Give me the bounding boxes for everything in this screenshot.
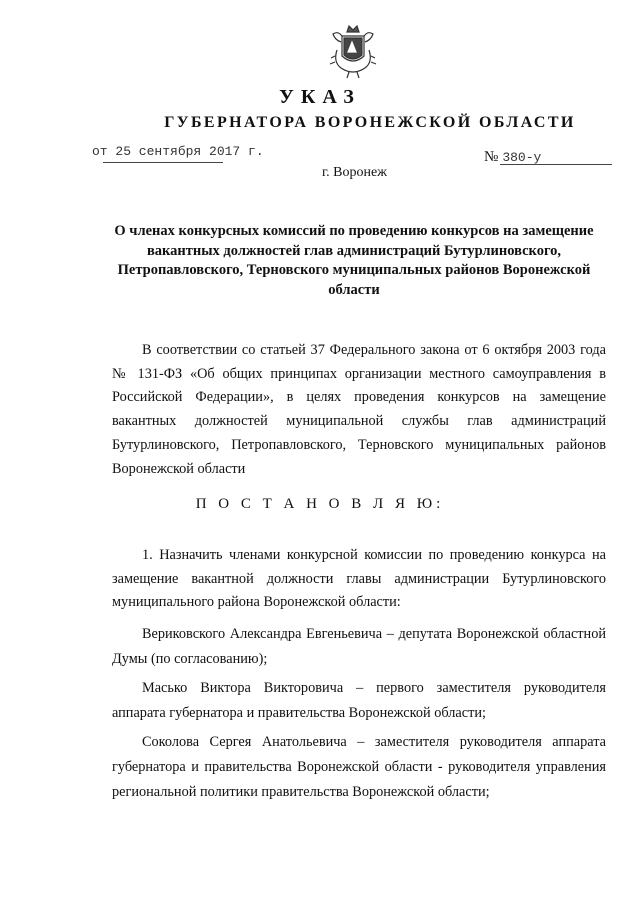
date-underline [103, 162, 223, 163]
document-subtitle: ГУБЕРНАТОРА ВОРОНЕЖСКОЙ ОБЛАСТИ [164, 114, 576, 131]
member-paragraph: Соколова Сергея Анатольевича – заместителя руководителя аппарата губернатора и правительства Воронежской области - руководителя управления региональной политики правительства Воронежской области; [112, 734, 606, 800]
decree-word: П О С Т А Н О В Л Я Ю: [195, 496, 445, 512]
number-sign: № [484, 149, 499, 165]
coat-of-arms-icon [325, 22, 381, 80]
city-label: г. Воронеж [322, 165, 387, 180]
document-date: от 25 сентября 2017 г. [92, 144, 264, 159]
document-title: УКАЗ [279, 86, 361, 108]
preamble-paragraph: В соответствии со статьей 37 Федерального закона от 6 октября 2003 года № 131-ФЗ «Об общих принципах организации местного самоуправления в Российской Федерации», в целях проведения конкурсов на замещение вакантных должностей муниципальной службы глав администраций Бутурлиновского, Петропавловского, Терновского муниципальных районов Воронежской области [112, 342, 606, 477]
number-value: 380-у [502, 150, 542, 165]
member-paragraph: Масько Виктора Викторовича – первого заместителя руководителя аппарата губернатора и правительства Воронежской области; [112, 680, 606, 721]
member-paragraph: Вериковского Александра Евгеньевича – депутата Воронежской областной Думы (по согласованию); [112, 626, 606, 667]
item-paragraph: 1. Назначить членами конкурсной комиссии по проведению конкурса на замещение вакантной должности главы администрации Бутурлиновского муниципального района Воронежской области: [112, 547, 606, 611]
number-underline [500, 164, 612, 165]
document-heading: О членах конкурсных комиссий по проведению конкурсов на замещение вакантных должностей глав администраций Бутурлиновского, Петропавловского, Терновского муниципальных районов Воронежской области [114, 223, 594, 298]
